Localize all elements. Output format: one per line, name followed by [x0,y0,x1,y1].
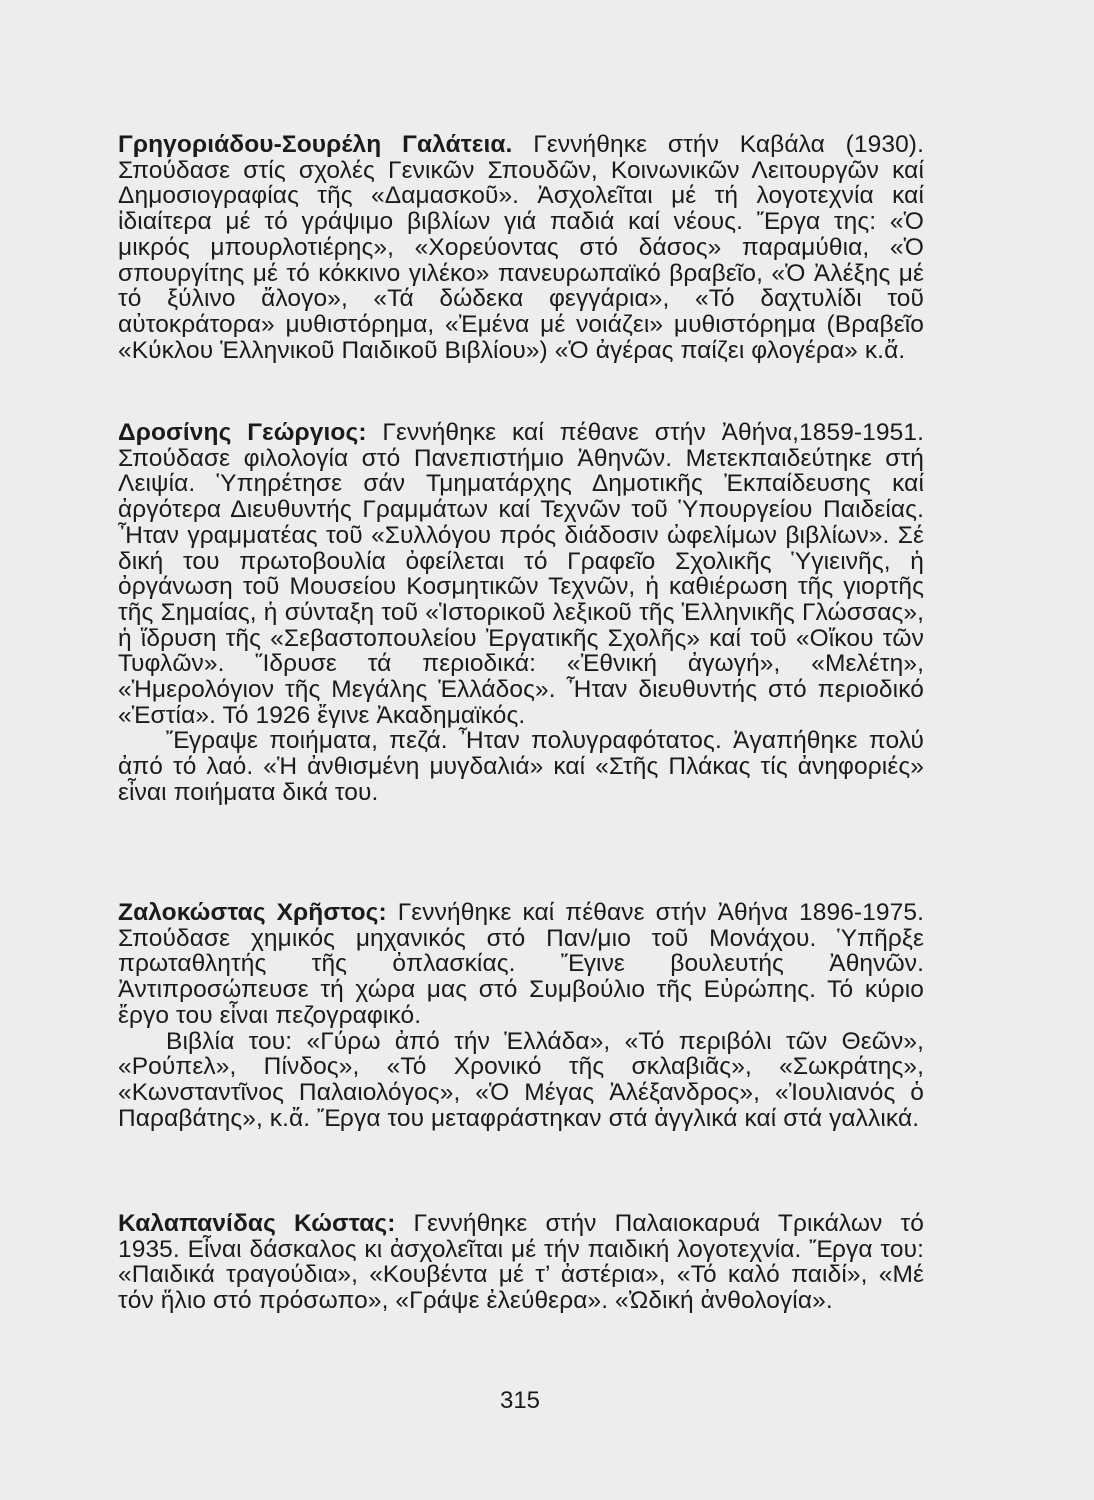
biography-entry [118,900,924,1131]
entry-paragraph [118,132,924,363]
entry-text: Γεννήθηκε καί πέθανε στήν Ἀθήνα 1896-1975. Σπούδασε χημικός μηχανικός στό Παν/μιο τοῦ Μονάχου. Ὑπῆρξε πρωταθλητής τῆς ὀπλασκίας. Ἔγινε βουλευτής Ἀθηνῶν. Ἀντιπροσώπευσε τή χώρα μας στό Συμβούλιο τῆς Εὐρώπης. Τό κύριο ἔργο του εἶναι πεζογραφικό. [118,899,924,1029]
entry-name: Καλαπανίδας Κώστας: [118,1210,396,1237]
entry-text: Γεννήθηκε στήν Καβάλα (1930). Σπούδασε στίς σχολές Γενικῶν Σπουδῶν, Κοινωνικῶν Λειτουργῶν καί Δημοσιογραφίας τῆς «Δαμασκοῦ». Ἀσχολεῖται μέ τή λογοτεχνία καί ἰδιαίτερα μέ τό γράψιμο βιβλίων γιά παδιά καί νέους. Ἔργα της: «Ὁ μικρός μπουρλοτιέρης», «Χορεύοντας στό δάσος» παραμύθια, «Ὁ σπουργίτης μέ τό κόκκινο γιλέκο» πανευρωπαϊκό βραβεῖο, «Ὁ Ἀλέξης μέ τό ξύλινο ἄλογο», «Τά δώδεκα φεγγάρια», «Τό δαχτυλίδι τοῦ αὐτοκράτορα» μυθιστόρημα, «Ἐμένα μέ νοιάζει» μυθιστόρημα (Βραβεῖο «Κύκλου Ἑλληνικοῦ Παιδικοῦ Βιβλίου») «Ὁ ἀγέρας παίζει φλογέρα» κ.ἄ. [118,131,924,364]
biography-entry [118,1211,924,1314]
biography-entry [118,132,924,363]
entry-paragraph: Βιβλία του: «Γύρω ἀπό τήν Ἑλλάδα», «Τό περιβόλι τῶν Θεῶν», «Ρούπελ», Πίνδος», «Τό Χρονικό τῆς σκλαβιᾶς», «Σωκράτης», «Κωνσταντῖνος Παλαιολόγος», «Ὁ Μέγας Ἀλέξανδρος», «Ἰουλιανός ὁ Παραβάτης», κ.ἄ. Ἔργα του μεταφράστηκαν στά ἀγγλικά καί στά γαλλικά. [118,1027,924,1132]
entry-paragraph [118,900,924,1029]
entry-name: Δροσίνης Γεώργιος: [118,419,367,446]
entry-text: Γεννήθηκε καί πέθανε στήν Ἀθήνα,1859-1951. Σπούδασε φιλολογία στό Πανεπιστήμιο Ἀθηνῶν. Μετεκπαιδεύτηκε στή Λειψία. Ὑπηρέτησε σάν Τμηματάρχης Δημοτικῆς Ἐκπαίδευσης καί ἀργότερα Διευθυντής Γραμμάτων καί Τεχνῶν τοῦ Ὑπουργείου Παιδείας. Ἦταν γραμματέας τοῦ «Συλλόγου πρός διάδοσιν ὠφελίμων βιβλίων». Σέ δική του πρωτοβουλία ὀφείλεται τό Γραφεῖο Σχολικῆς Ὑγιεινῆς, ἡ ὀργάνωση τοῦ Μουσείου Κοσμητικῶν Τεχνῶν, ἡ καθιέρωση τῆς γιορτῆς τῆς Σημαίας, ἡ σύνταξη τοῦ «Ἱστορικοῦ λεξικοῦ τῆς Ἑλληνικῆς Γλώσσας», ἡ ἵδρυση τῆς «Σεβαστοπουλείου Ἐργατικῆς Σχολῆς» καί τοῦ «Οἴκου τῶν Τυφλῶν». Ἵδρυσε τά περιοδικά: «Ἐθνική ἀγωγή», «Μελέτη», «Ἡμερολόγιον τῆς Μεγάλης Ἑλλάδος». Ἦταν διευθυντής στό περιοδικό «Ἑστία». Τό 1926 ἔγινε Ἀκαδημαϊκός. [118,419,924,729]
entry-paragraph: Ἔγραψε ποιήματα, πεζά. Ἦταν πολυγραφότατος. Ἀγαπήθηκε πολύ ἀπό τό λαό. «Ἡ ἀνθισμένη μυγδαλιά» καί «Στῆς Πλάκας τίς ἀνηφοριές» εἶναι ποιήματα δικά του. [118,727,924,806]
entry-paragraph [118,420,924,728]
entry-text: Γεννήθηκε στήν Παλαιοκαρυά Τρικάλων τό 1935. Εἶναι δάσκαλος κι ἀσχολεῖται μέ τήν παιδική λογοτεχνία. Ἔργα του: «Παιδικά τραγούδια», «Κουβέντα μέ τ’ ἀστέρια», «Τό καλό παιδί», «Μέ τόν ἥλιο στό πρόσωπο», «Γράψε ἐλεύθερα». «Ὠδική ἀνθολογία». [118,1210,924,1315]
entry-name: Γρηγοριάδου-Σουρέλη Γαλάτεια. [118,131,513,158]
entry-paragraph [118,1211,924,1314]
biography-entry [118,420,924,806]
entry-name: Ζαλοκώστας Χρῆστος: [118,899,387,926]
page-number: 315 [499,1387,541,1414]
